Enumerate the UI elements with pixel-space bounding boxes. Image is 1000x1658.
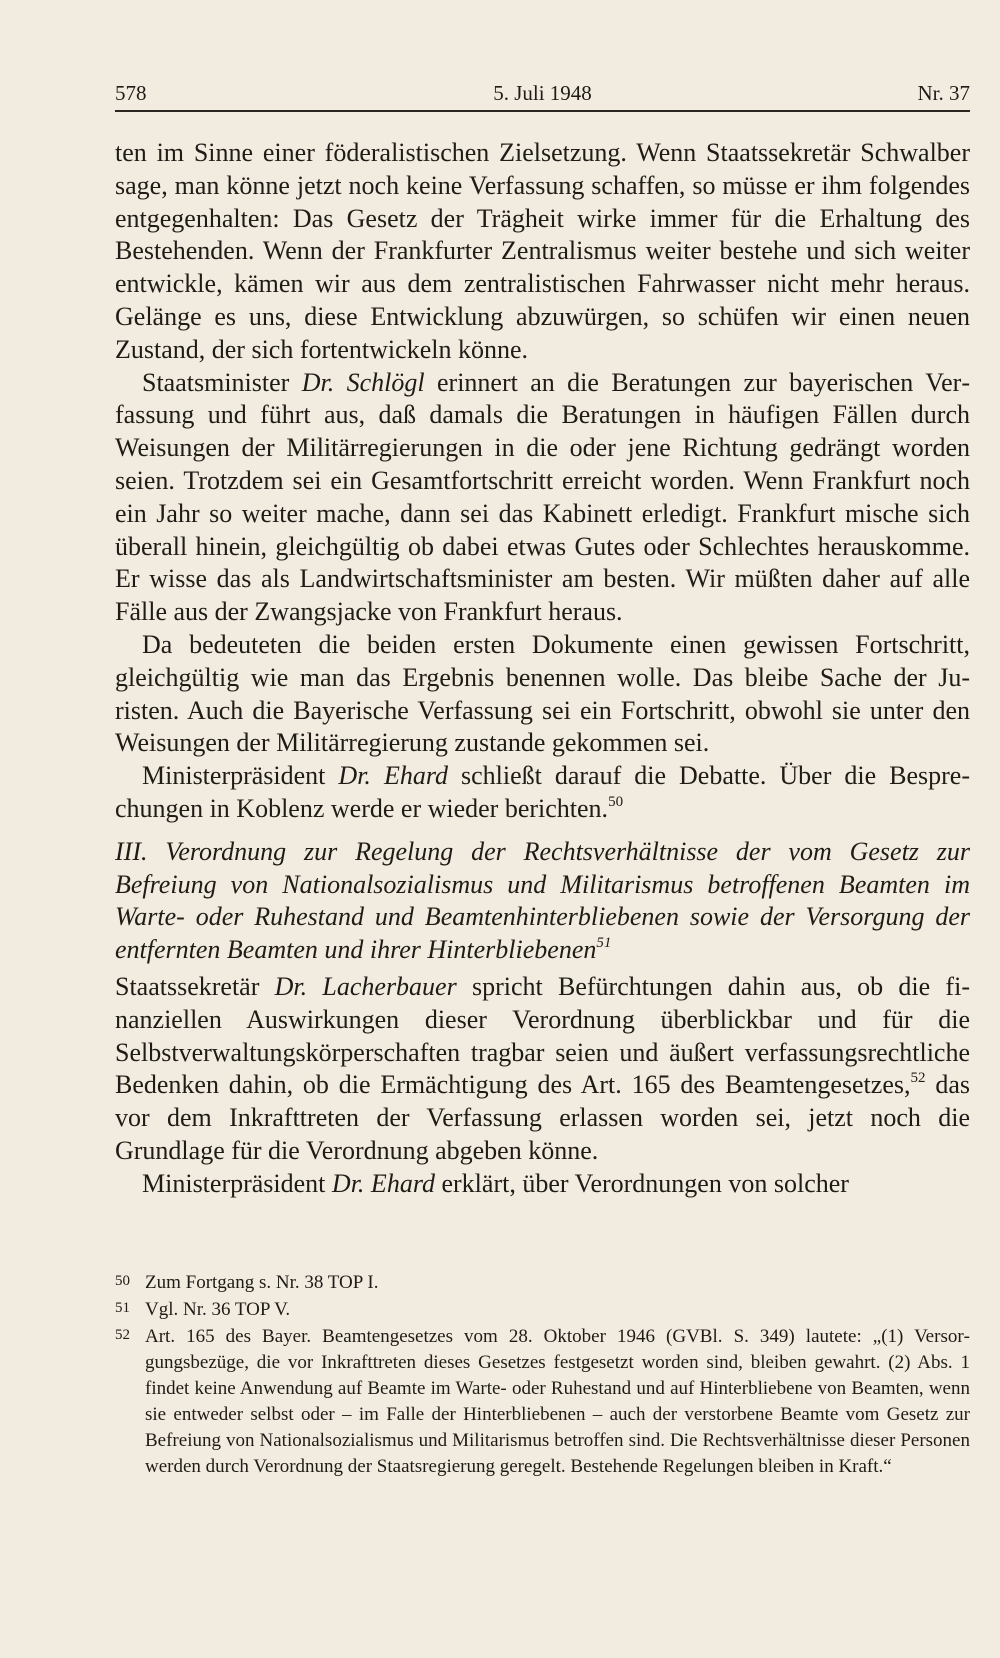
paragraph-4 xyxy=(115,760,970,826)
footnote-50 xyxy=(115,1270,970,1296)
footnote-ref-51: 51 xyxy=(596,935,612,952)
paragraph-4-text: schließt darauf die Debatte. Über die Besprechungen in Koblenz werde er wieder berichten. xyxy=(115,761,970,823)
section-heading-text: III. Verordnung zur Regelung der Rechtsverhältnisse der vom Gesetz zur Befreiung von Nationalsozialismus und Militarismus betroffenen Beamten im Warte- oder Ruhestand und Beamtenhinterbliebenen sowie der Versorgung der entfernten Beamten und ihrer Hinterbliebenen xyxy=(115,836,970,965)
footnote-number: 50 xyxy=(115,1273,130,1289)
paragraph-3: Da bedeuteten die beiden ersten Dokumente einen gewissen Fortschritt, gleichgültig wie man das Ergebnis benennen wolle. Das bleibe Sache der Juristen. Auch die Bayerische Verfassung sei ein Fortschritt, obwohl sie unter den Weisungen der Militärregierung zustande gekommen sei. xyxy=(115,629,970,758)
document-number: Nr. 37 xyxy=(917,81,970,105)
footnote-52 xyxy=(115,1324,970,1480)
footnote-51 xyxy=(115,1297,970,1323)
paragraph-6-lead: Ministerpräsident xyxy=(142,1168,332,1198)
speaker-name: Dr. Schlögl xyxy=(301,367,425,397)
header-date: 5. Juli 1948 xyxy=(493,81,592,105)
paragraph-1: ten im Sinne einer föderalistischen Zielsetzung. Wenn Staatssekretär Schwalber sage, man könne jetzt noch keine Verfassung schaffen, so müsse er ihm folgendes entgegenhalten: Das Gesetz der Trägheit wirke immer für die Erhaltung des Bestehenden. Wenn der Frankfurter Zentralismus weiter bestehe und sich weiter entwickle, kämen wir aus dem zentralistischen Fahrwasser nicht mehr heraus. Gelänge es uns, diese Entwicklung abzuwürgen, so schüfen wir einen neuen Zustand, der sich fortentwickeln könne. xyxy=(115,138,970,364)
paragraph-4-lead: Ministerpräsident xyxy=(142,761,339,791)
page-number: 578 xyxy=(115,81,147,105)
speaker-name: Dr. Lacherbauer xyxy=(274,971,457,1001)
footnote-text: Art. 165 des Bayer. Beamtengesetzes vom 28. Oktober 1946 (GVBl. S. 349) lautete: „(1) Versorgungsbezüge, die vor Inkrafttreten dieses Gesetzes festgesetzt worden sind, bleiben gewahrt. (2) Abs. 1 findet keine Anwendung auf Beamte im Warte- oder Ruhestand und auf Hinterbliebene von Beamten, wenn sie entweder selbst oder – im Falle der Hinterbliebenen – auch der verstorbene Beamte vom Gesetz zur Befreiung von Nationalsozialismus und Militarismus betroffen sind. Die Rechtsverhältnisse dieser Personen werden durch Verordnung der Staatsregierung geregelt. Bestehende Regelungen bleiben in Kraft.“ xyxy=(145,1326,970,1477)
paragraph-6 xyxy=(115,1168,970,1201)
section-heading xyxy=(115,836,970,967)
footnote-ref-52: 52 xyxy=(910,1070,926,1087)
footnote-number: 51 xyxy=(115,1300,130,1316)
page-header xyxy=(115,78,970,108)
speaker-name: Dr. Ehard xyxy=(331,1168,435,1198)
footnote-number: 52 xyxy=(115,1327,130,1343)
paragraph-5-text-b: das vor dem Inkrafttreten der Verfassung erlassen worden sei, jetzt noch die Grundlage für die Verordnung abgeben könne. xyxy=(115,1070,970,1165)
paragraph-2-lead: Staatsminister xyxy=(142,367,302,397)
footnotes xyxy=(115,1270,970,1481)
footnote-ref-50: 50 xyxy=(608,793,624,810)
body-text xyxy=(115,137,970,1201)
paragraph-5-lead: Staatssekretär xyxy=(115,971,275,1001)
paragraph-5-text-a: spricht Befürchtungen dahin aus, ob die finanziellen Auswirkungen dieser Verordnung überblickbar und für die Selbstverwaltungskörperschaften tragbar seien und äußert verfassungsrechtliche Bedenken dahin, ob die Ermächtigung des Art. 165 des Beamtengesetzes, xyxy=(115,971,970,1100)
header-rule xyxy=(115,110,970,112)
speaker-name: Dr. Ehard xyxy=(338,761,448,791)
paragraph-2-text: erinnert an die Beratungen zur bayerischen Verfassung und führt aus, daß damals die Beratungen in häufigen Fällen durch Weisungen der Militärregierungen in die oder jene Richtung gedrängt worden seien. Trotzdem sei ein Gesamtfortschritt erreicht worden. Wenn Frankfurt noch ein Jahr so weiter mache, dann sei das Kabinett erledigt. Frankfurt mische sich überall hinein, gleichgültig ob dabei etwas Gutes oder Schlechtes herauskomme. Er wisse das als Landwirtschaftsminister am besten. Wir müßten daher auf alle Fälle aus der Zwangsjacke von Frankfurt heraus. xyxy=(115,367,970,627)
paragraph-6-text: erklärt, über Verordnungen von solcher xyxy=(434,1168,849,1198)
footnote-text: Vgl. Nr. 36 TOP V. xyxy=(145,1299,291,1320)
paragraph-5 xyxy=(115,971,970,1168)
footnote-text: Zum Fortgang s. Nr. 38 TOP I. xyxy=(145,1272,379,1293)
paragraph-2 xyxy=(115,367,970,629)
